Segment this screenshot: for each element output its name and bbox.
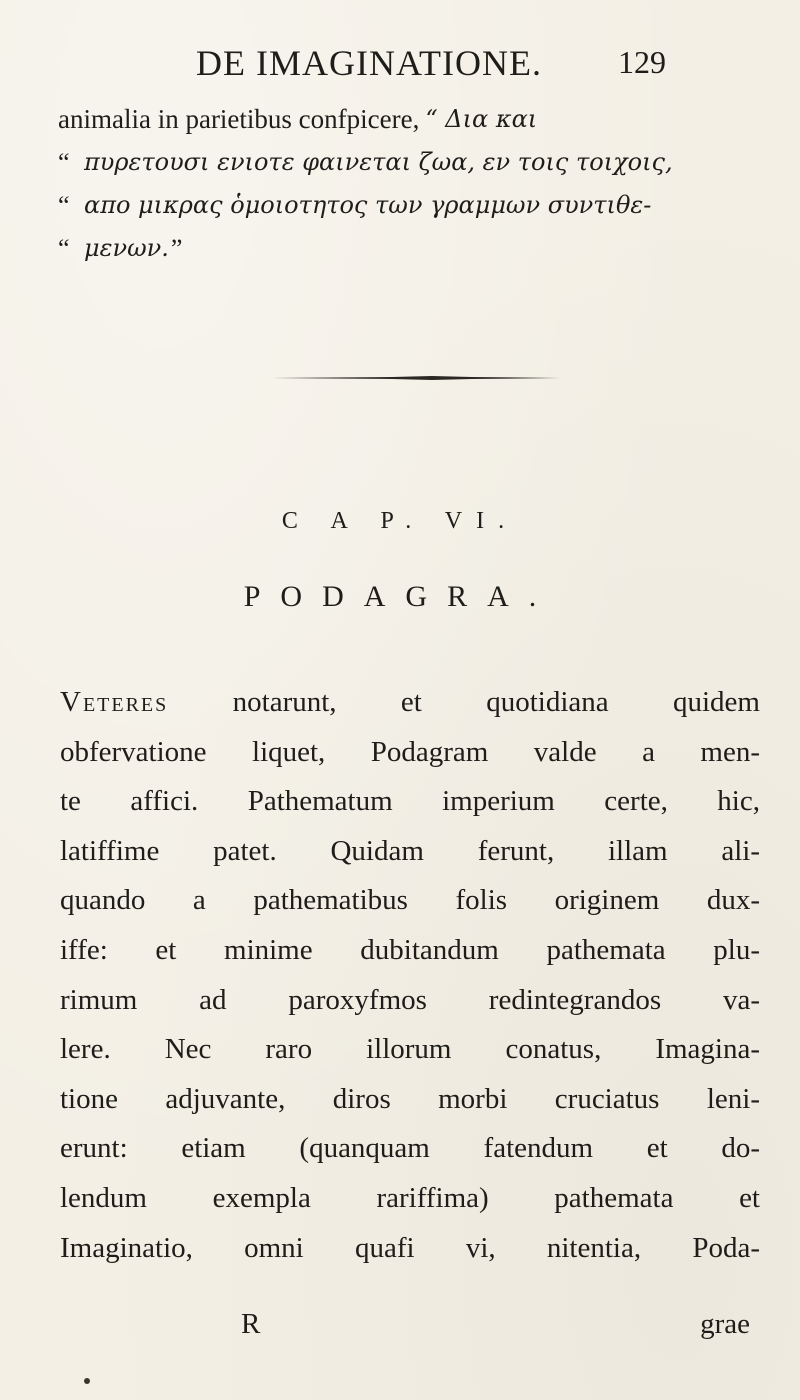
text-line: Imaginatio, omni quafi vi, nitentia, Poda-: [60, 1231, 760, 1264]
quote-greek-text: απο μικρας ὁμοιοτητος των γραμμων συντιθε-: [84, 191, 652, 219]
quote-line: [58, 227, 748, 270]
text-line-rest: notarunt, et quotidiana quidem: [168, 686, 760, 718]
text-line: lere. Nec raro illorum conatus, Imagina-: [60, 1033, 760, 1066]
quote-line: [58, 141, 748, 184]
text-line: latiffime patet. Quidam ferunt, illam ali-: [60, 834, 760, 867]
text-line: rimum ad paroxyfmos redintegrandos va-: [60, 983, 760, 1016]
greek-quotation: [58, 98, 748, 270]
quote-greek-text: πυρετουσι ενιοτε φαινεται ζωα, εν τοις τοιχοις,: [84, 148, 673, 176]
text-line: [60, 678, 760, 728]
signature-mark: R: [241, 1308, 261, 1340]
page-number: 129: [618, 44, 666, 80]
quote-line: [58, 98, 748, 141]
quote-greek-text: “ Δια και: [425, 105, 538, 133]
page-footer: [60, 1308, 760, 1348]
initial-word: Veteres: [60, 686, 169, 718]
body-paragraph: [60, 678, 760, 1273]
quote-closing-mark: ”: [170, 234, 183, 263]
ink-speck: [84, 1378, 90, 1384]
text-line: tione adjuvante, diros morbi cruciatus leni-: [60, 1082, 760, 1115]
quote-greek-text: μενων.: [84, 234, 169, 262]
section-title: PODAGRA.: [243, 580, 557, 613]
catchword: grae: [700, 1308, 750, 1340]
text-line: lendum exempla rariffima) pathemata et: [60, 1181, 760, 1214]
quote-line: [58, 184, 748, 227]
text-line: iffe: et minime dubitandum pathemata plu-: [60, 933, 760, 966]
chapter-heading: C A P. VI.: [281, 508, 519, 534]
text-line: quando a pathematibus folis originem dux-: [60, 884, 760, 917]
page-header: [196, 42, 666, 92]
quote-mark: “: [58, 234, 70, 263]
running-title: DE IMAGINATIONE.: [196, 43, 542, 83]
text-line: obfervatione liquet, Podagram valde a men-: [60, 735, 760, 768]
ornamental-rule: [272, 375, 560, 381]
text-line: te affici. Pathematum imperium certe, hic,: [60, 785, 760, 818]
quote-mark: “: [58, 148, 70, 177]
quote-mark: “: [58, 191, 70, 220]
text-line: erunt: etiam (quanquam fatendum et do-: [60, 1132, 760, 1165]
quote-latin-text: animalia in parietibus confpicere,: [58, 104, 420, 134]
